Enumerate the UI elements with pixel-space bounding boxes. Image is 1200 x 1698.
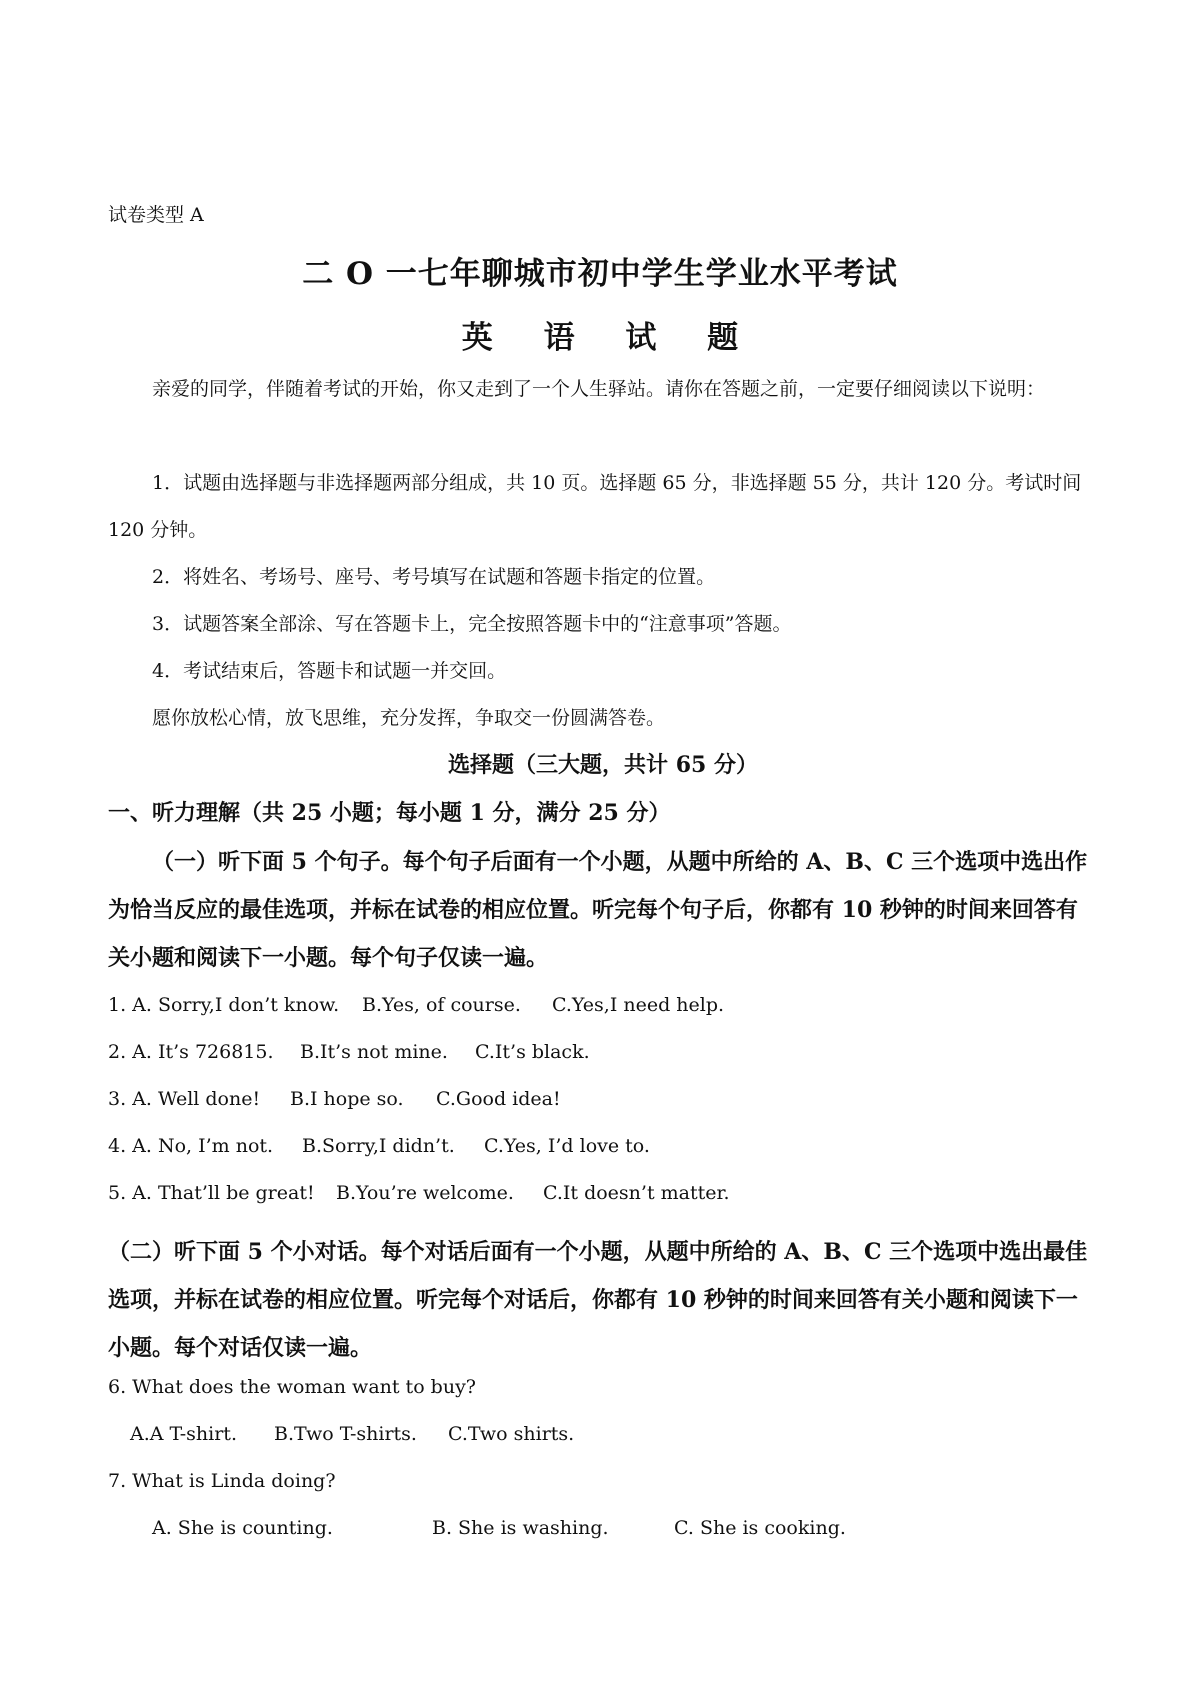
q4-option-c: C.Yes, I’d love to. xyxy=(484,1135,650,1157)
rule-2: 2．将姓名、考场号、座号、考号填写在试题和答题卡指定的位置。 xyxy=(152,566,716,588)
q5-option-b: B.You’re welcome. xyxy=(336,1182,514,1204)
q2-option-a: 2. A. It’s 726815. xyxy=(108,1041,274,1063)
q6-stem: 6. What does the woman want to buy? xyxy=(108,1376,476,1398)
q2-option-c: C.It’s black. xyxy=(475,1041,590,1063)
q5-option-c: C.It doesn’t matter. xyxy=(543,1182,730,1204)
q7-option-c: C. She is cooking. xyxy=(674,1517,846,1539)
q3-option-c: C.Good idea! xyxy=(436,1088,561,1110)
q6-option-b: B.Two T-shirts. xyxy=(274,1423,417,1445)
q1-option-a: 1. A. Sorry,I don’t know. xyxy=(108,994,340,1016)
rule-4: 4．考试结束后，答题卡和试题一并交回。 xyxy=(152,660,507,682)
q3-option-b: B.I hope so. xyxy=(290,1088,404,1110)
q7-option-a: A. She is counting. xyxy=(152,1517,333,1539)
sub1-instruction: （一）听下面 5 个句子。每个句子后面有一个小题，从题中所给的 A、B、C 三个选项中选出作为恰当反应的最佳选项，并标在试卷的相应位置。听完每个句子后，你都有 10 秒钟的时间来回答有关小题和阅读下一小题。每个句子仅读一遍。 xyxy=(108,849,1088,971)
q7-option-b: B. She is washing. xyxy=(432,1517,609,1539)
q7-stem: 7. What is Linda doing? xyxy=(108,1470,336,1492)
paper-type-label: 试卷类型 A xyxy=(108,204,204,226)
rule-3: 3．试题答案全部涂、写在答题卡上，完全按照答题卡中的“注意事项”答题。 xyxy=(152,613,792,635)
q6-option-c: C.Two shirts. xyxy=(448,1423,575,1445)
section-choice-title: 选择题（三大题，共计 65 分） xyxy=(448,752,758,778)
q1-option-b: B.Yes, of course. xyxy=(362,994,521,1016)
intro-greeting: 亲爱的同学，伴随着考试的开始，你又走到了一个人生驿站。请你在答题之前，一定要仔细阅读以下说明： xyxy=(152,378,1046,400)
subject-title: 英 语 试 题 xyxy=(461,320,759,356)
intro-wish: 愿你放松心情，放飞思维，充分发挥，争取交一份圆满答卷。 xyxy=(152,707,666,729)
part1-title: 一、听力理解（共 25 小题；每小题 1 分，满分 25 分） xyxy=(108,800,671,826)
sub2-instruction: （二）听下面 5 个小对话。每个对话后面有一个小题，从题中所给的 A、B、C 三个选项中选出最佳选项，并标在试卷的相应位置。听完每个对话后，你都有 10 秒钟的时间来回答有关小题和阅读下一小题。每个对话仅读一遍。 xyxy=(108,1239,1088,1361)
q4-option-b: B.Sorry,I didn’t. xyxy=(302,1135,455,1157)
exam-title: 二 O 一七年聊城市初中学生学业水平考试 xyxy=(302,256,898,292)
q2-option-b: B.It’s not mine. xyxy=(300,1041,448,1063)
rule-1: 1．试题由选择题与非选择题两部分组成，共 10 页。选择题 65 分，非选择题 55 分，共计 120 分。考试时间 120 分钟。 xyxy=(108,472,1082,541)
q5-option-a: 5. A. That’ll be great! xyxy=(108,1182,315,1204)
q3-option-a: 3. A. Well done! xyxy=(108,1088,261,1110)
q1-option-c: C.Yes,I need help. xyxy=(552,994,725,1016)
q6-option-a: A.A T-shirt. xyxy=(130,1423,237,1445)
q4-option-a: 4. A. No, I’m not. xyxy=(108,1135,274,1157)
